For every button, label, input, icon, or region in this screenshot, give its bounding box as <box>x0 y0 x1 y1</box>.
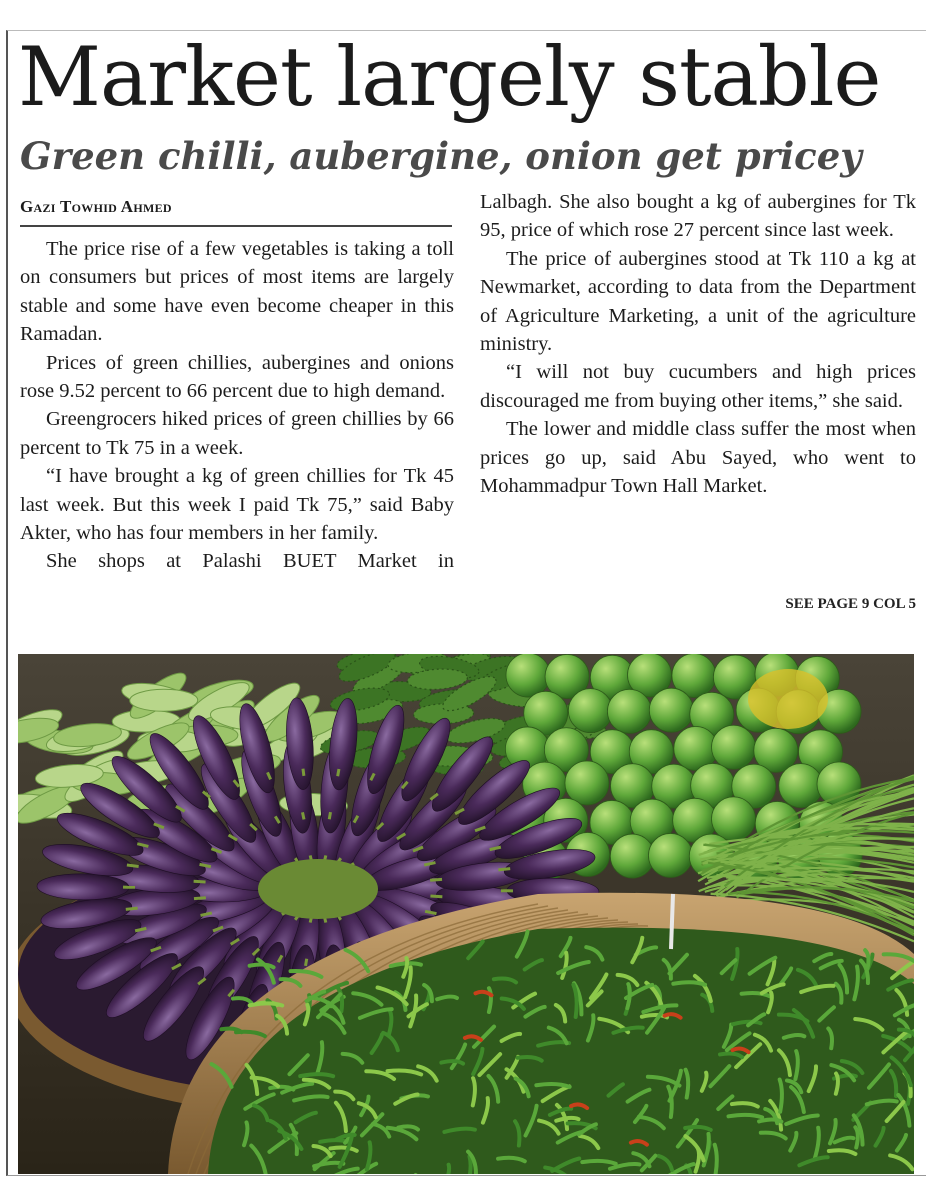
article-column-right <box>480 188 916 500</box>
paragraph: She shops at Palashi BUET Market in <box>46 550 454 573</box>
aubergine-stem <box>194 881 206 882</box>
byline: Gazi Towhid Ahmed <box>20 195 452 227</box>
cucumber <box>130 689 198 711</box>
vegetable-market-photo <box>18 654 914 1174</box>
round-aubergine <box>565 761 609 805</box>
round-aubergine <box>568 689 612 733</box>
green-chilli <box>473 1078 475 1105</box>
round-aubergine <box>506 654 550 697</box>
round-aubergine <box>649 688 693 732</box>
continuation-note: SEE PAGE 9 COL 5 <box>785 596 916 612</box>
round-aubergine <box>712 725 756 769</box>
green-chilli <box>759 1120 781 1122</box>
paragraph: Greengrocers hiked prices of green chillies by 66 percent to Tk 75 in a week. <box>20 408 454 459</box>
subheadline: Green chilli, aubergine, onion get pricey <box>20 134 862 178</box>
aubergine-stem <box>338 769 339 776</box>
basket-tag <box>671 894 673 949</box>
aubergine-stem <box>306 959 307 966</box>
aubergine-stem <box>430 896 442 897</box>
aubergine-stem <box>498 869 510 870</box>
aubergine-stem <box>430 879 442 880</box>
aubergine-stem <box>126 908 138 909</box>
round-aubergine <box>779 764 823 808</box>
paragraph: “I have brought a kg of green chillies for Tk 45 last week. But this week I paid Tk 75,” said Baby Akter, who has four members in her family. <box>20 465 454 545</box>
green-chilli <box>836 1074 838 1094</box>
vegetable-market-illustration <box>18 654 914 1174</box>
paragraph: The price rise of a few vegetables is taking a toll on consumers but prices of most items are largely stable and some have even become cheaper in this Ramadan. <box>20 238 454 346</box>
aubergine-stem <box>329 812 330 819</box>
aubergine-stem <box>127 865 139 866</box>
green-chilli <box>733 1022 761 1024</box>
paragraph: The lower and middle class suffer the most when prices go up, said Abu Sayed, who went to Mohammadpur Town Hall Market. <box>480 418 916 498</box>
headline: Market largely stable <box>18 31 881 125</box>
green-chilli <box>795 1051 797 1079</box>
round-aubergine <box>712 797 756 841</box>
aubergine-stem <box>302 812 303 819</box>
green-chilli <box>627 984 630 1008</box>
green-chilli <box>780 1080 782 1112</box>
article-column-left <box>20 235 454 576</box>
yellow-produce <box>748 669 828 729</box>
green-chilli <box>300 1074 333 1076</box>
round-aubergine <box>610 834 654 878</box>
paragraph: The price of aubergines stood at Tk 110 a kg at Newmarket, according to data from the Department of Agriculture Marketing, a unit of the agriculture ministry. <box>480 247 916 356</box>
paragraph: Lalbagh. She also bought a kg of aubergines for Tk 95, price of which rose 27 percent since last week. <box>480 191 916 242</box>
round-aubergine <box>648 833 692 877</box>
green-chilli <box>250 1003 283 1005</box>
aubergine-stem <box>303 769 304 776</box>
green-chilli <box>715 1145 717 1174</box>
paragraph: “I will not buy cucumbers and high prices discouraged me from buying other items,” she said. <box>480 361 916 412</box>
round-aubergine <box>607 689 651 733</box>
stem-cluster <box>258 859 378 919</box>
round-aubergine <box>817 762 861 806</box>
green-chilli <box>389 1011 392 1035</box>
paragraph: Prices of green chillies, aubergines and onions rose 9.52 percent to 66 percent due to high demand. <box>20 351 454 403</box>
aubergine-stem <box>194 898 206 899</box>
